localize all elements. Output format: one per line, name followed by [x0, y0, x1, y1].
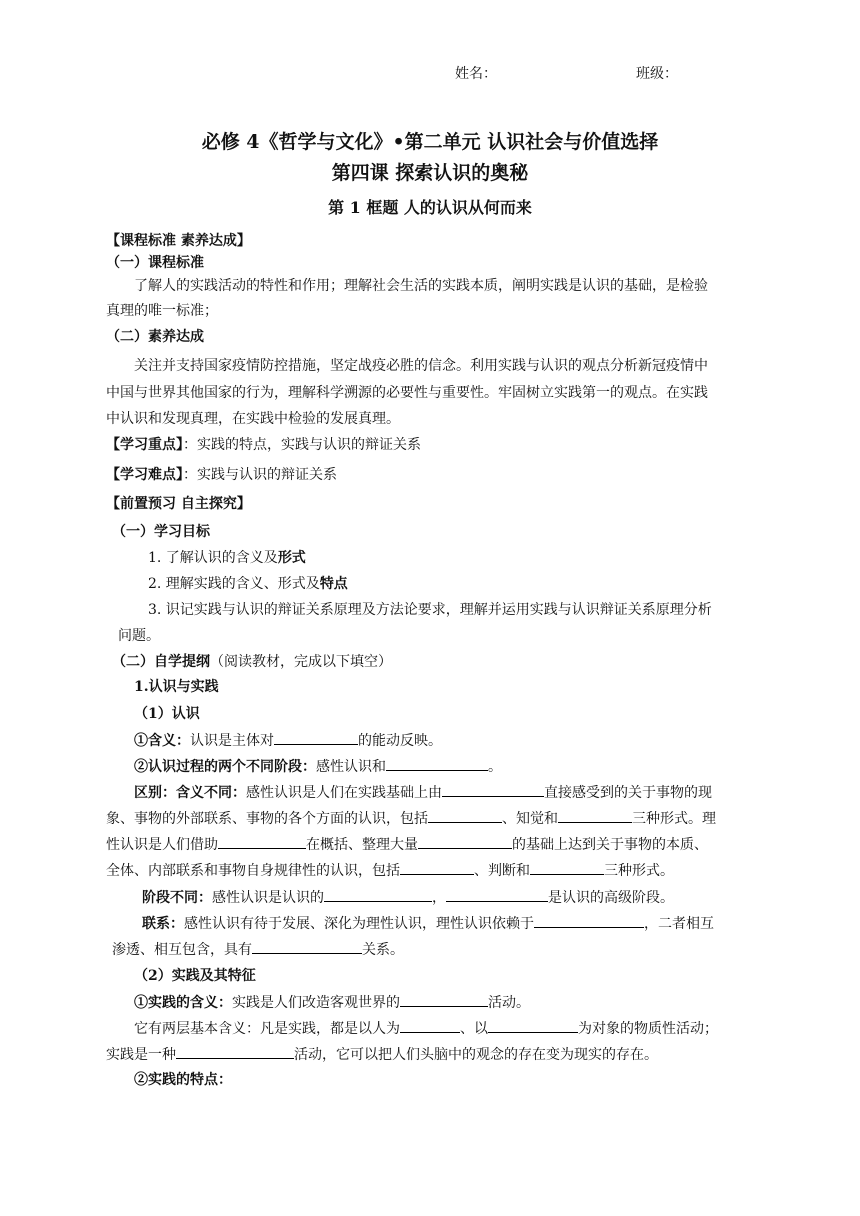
two-text-b: 、以 — [460, 1021, 488, 1037]
stages-text-a: 感性认识和 — [316, 759, 386, 775]
outline-note: （阅读教材，完成以下填空） — [210, 654, 392, 670]
stages-line — [134, 756, 502, 777]
blank-field[interactable] — [488, 1018, 578, 1033]
stage-text-c: 是认识的高级阶段。 — [548, 890, 674, 906]
class-label: 班级： — [636, 66, 678, 82]
diff-line-4 — [106, 860, 674, 881]
diff3-text-a: 性认识是人们借助 — [106, 837, 218, 853]
topic-1-2: （2）实践及其特征 — [134, 968, 256, 984]
diff4-text-c: 三种形式。 — [604, 863, 674, 879]
link-text-b: ，二者相互 — [644, 916, 714, 932]
two-line-2 — [106, 1044, 658, 1065]
blank-field[interactable] — [442, 782, 544, 797]
blank-field[interactable] — [324, 887, 432, 902]
link-text-a: 感性认识有待于发展、深化为理性认识，理性认识依赖于 — [184, 916, 534, 932]
diff-label: 区别：含义不同： — [134, 785, 246, 801]
two-text-c: 为对象的物质性活动； — [578, 1021, 718, 1037]
blank-field[interactable] — [418, 834, 512, 849]
goal-2-em: 特点 — [319, 576, 348, 592]
goal-1-em: 形式 — [277, 550, 306, 566]
difficulty-line — [106, 465, 337, 485]
diff3-text-b: 在概括、整理大量 — [306, 837, 418, 853]
stages-text-b: 。 — [488, 759, 502, 775]
blank-field[interactable] — [218, 834, 306, 849]
focus-line — [106, 435, 421, 455]
diff-line-2 — [106, 808, 716, 829]
link2-text-a: 渗透、相互包含，具有 — [112, 942, 252, 958]
diff2-text-b: 、知觉和 — [502, 811, 558, 827]
link-line-1 — [142, 913, 714, 934]
difficulty-text: ：实践与认识的辩证关系 — [183, 467, 337, 483]
stage-label: 阶段不同： — [142, 890, 212, 906]
pdef-label: ①实践的含义： — [134, 995, 232, 1011]
standard-heading: 【课程标准 素养达成】 — [106, 233, 251, 249]
standard-p1a: 了解人的实践活动的特性和作用；理解社会生活的实践本质，阐明实践是认识的基础，是检验 — [134, 278, 708, 294]
diff4-text-a: 全体、内部联系和事物自身规律性的认识，包括 — [106, 863, 400, 879]
standard-sub2: （二）素养达成 — [106, 329, 204, 345]
blank-field[interactable] — [252, 939, 362, 954]
topic-1: 1.认识与实践 — [134, 679, 219, 695]
pdef-line — [134, 992, 530, 1013]
goal-1 — [148, 548, 306, 568]
blank-field[interactable] — [400, 1018, 460, 1033]
goal-1-text: 1. 了解认识的含义及 — [148, 550, 278, 566]
two-line-1 — [134, 1018, 718, 1039]
link-line-2 — [112, 939, 404, 960]
standard-p2a: 关注并支持国家疫情防控措施，坚定战疫必胜的信念。利用实践与认识的观点分析新冠疫情中 — [134, 358, 708, 374]
focus-text: ：实践的特点，实践与认识的辩证关系 — [183, 437, 421, 453]
focus-label: 【学习重点】 — [106, 437, 183, 453]
standard-p2b: 中国与世界其他国家的行为，理解科学溯源的必要性与重要性。牢固树立实践第一的观点。在实践 — [106, 385, 708, 401]
blank-field[interactable] — [274, 730, 358, 745]
standard-sub1: （一）课程标准 — [106, 255, 204, 271]
blank-field[interactable] — [558, 808, 632, 823]
goal-2-text: 2. 理解实践的含义、形式及 — [148, 576, 320, 592]
outline-heading — [112, 652, 392, 672]
standard-p1b: 真理的唯一标准； — [106, 303, 218, 319]
stage-text-a: 感性认识是认识的 — [212, 890, 324, 906]
practice-features: ②实践的特点： — [134, 1072, 232, 1088]
diff2-text-a: 象、事物的外部联系、事物的各个方面的认识，包括 — [106, 811, 428, 827]
two-text-a: 它有两层基本含义：凡是实践，都是以人为 — [134, 1021, 400, 1037]
blank-field[interactable] — [446, 887, 548, 902]
blank-field[interactable] — [400, 860, 474, 875]
blank-field[interactable] — [400, 992, 488, 1007]
stages-label: ②认识过程的两个不同阶段： — [134, 759, 316, 775]
blank-field[interactable] — [176, 1044, 294, 1059]
link2-text-b: 关系。 — [362, 942, 404, 958]
blank-field[interactable] — [534, 913, 644, 928]
def-text-a: 认识是主体对 — [190, 733, 274, 749]
pdef-text-a: 实践是人们改造客观世界的 — [232, 995, 400, 1011]
standard-p2c: 中认识和发现真理，在实践中检验的发展真理。 — [106, 411, 400, 427]
goal-2 — [148, 574, 348, 594]
blank-field[interactable] — [386, 756, 488, 771]
name-label: 姓名： — [455, 66, 497, 82]
diff2-text-c: 三种形式。理 — [632, 811, 716, 827]
diff-text-b: 直接感受到的关于事物的现 — [544, 785, 712, 801]
blank-field[interactable] — [428, 808, 502, 823]
diff-line-1 — [134, 782, 712, 803]
link-label: 联系： — [142, 916, 184, 932]
topic-1-1: （1）认识 — [134, 706, 200, 722]
stage-text-b: ， — [432, 890, 446, 906]
two2-text-a: 实践是一种 — [106, 1047, 176, 1063]
diff3-text-c: 的基础上达到关于事物的本质、 — [512, 837, 708, 853]
outline-title: （二）自学提纲 — [112, 654, 210, 670]
two2-text-b: 活动，它可以把人们头脑中的观念的存在变为现实的存在。 — [294, 1047, 658, 1063]
diff-line-3 — [106, 834, 708, 855]
stage-line — [142, 887, 674, 908]
goal-3a: 3. 识记实践与认识的辩证关系原理及方法论要求，理解并运用实践与认识辩证关系原理分析 — [148, 602, 712, 618]
preview-heading: 【前置预习 自主探究】 — [106, 496, 251, 512]
def-text-b: 的能动反映。 — [358, 733, 442, 749]
pdef-text-b: 活动。 — [488, 995, 530, 1011]
def-line — [134, 730, 442, 751]
lesson-title: 第四课 探索认识的奥秘 — [331, 162, 529, 184]
goal-3b: 问题。 — [118, 628, 160, 644]
difficulty-label: 【学习难点】 — [106, 467, 183, 483]
section-title: 第 1 框题 人的认识从何而来 — [328, 198, 532, 217]
def-label: ①含义： — [134, 733, 190, 749]
blank-field[interactable] — [530, 860, 604, 875]
diff-text-a: 感性认识是人们在实践基础上由 — [246, 785, 442, 801]
page-title: 必修 4《哲学与文化》•第二单元 认识社会与价值选择 — [201, 131, 659, 153]
diff4-text-b: 、判断和 — [474, 863, 530, 879]
goals-heading: （一）学习目标 — [112, 524, 210, 540]
